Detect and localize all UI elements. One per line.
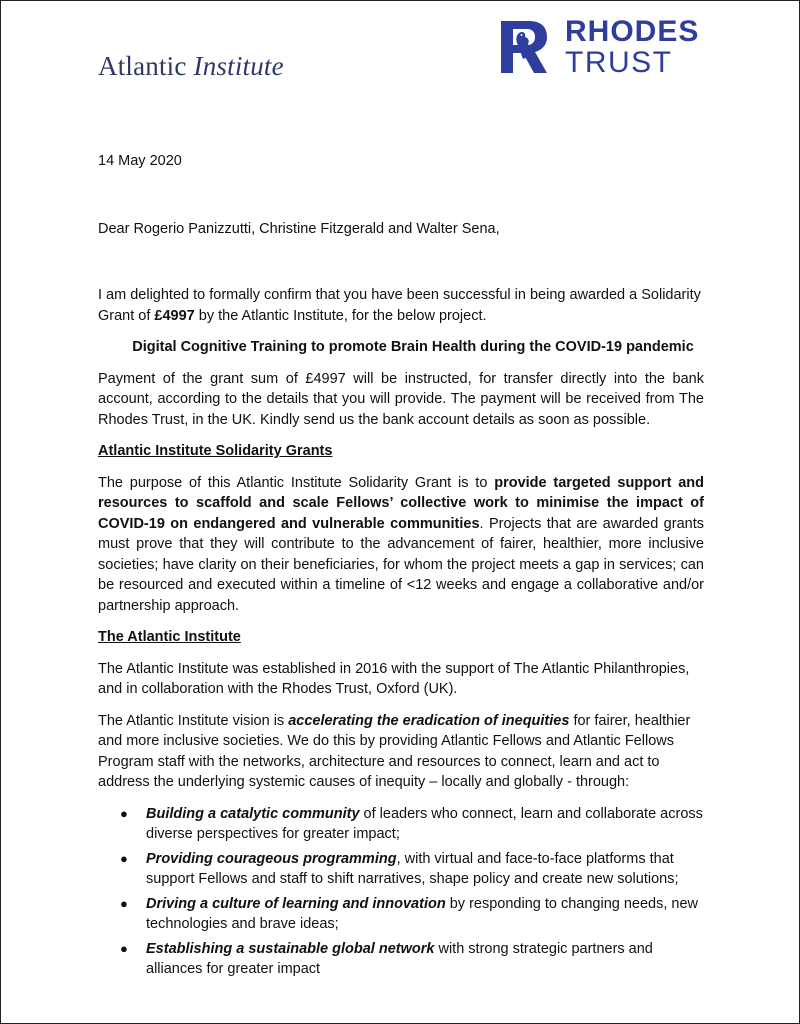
list-item: [98, 894, 704, 935]
award-amount: £4997: [154, 307, 195, 324]
bullet-rest: of leaders who connect, learn and collaborate across diverse perspectives for greater impact;: [146, 805, 703, 842]
bullet-icon: ●: [120, 895, 128, 911]
established-paragraph: The Atlantic Institute was established in 2016 with the support of The Atlantic Philanthropies, and in collaboration with the Rhodes Trust, Oxford (UK).: [98, 660, 690, 697]
purpose-bold: provide targeted support and resources to scaffold and scale Fellows’ collective work to minimise the impact of COVID-19 on endangered and vulnerable communities: [98, 474, 704, 532]
bullet-rest: , with virtual and face-to-face platforms that support Fellows and staff to shift narratives, shape policy and create new solutions;: [146, 850, 679, 887]
bullet-rest: by responding to changing needs, new technologies and brave ideas;: [146, 895, 699, 932]
award-text-b: by the Atlantic Institute, for the below project.: [194, 307, 487, 324]
purpose-paragraph: [98, 473, 704, 617]
bullet-lead: Establishing a sustainable global network: [146, 940, 435, 957]
payment-paragraph: Payment of the grant sum of £4997 will be instructed, for transfer directly into the bank account, according to the details that you will provide. The payment will be received from The Rhodes Trust, in the UK. Kindly send us the bank account details as soon as possible.: [98, 370, 704, 428]
bullet-icon: ●: [120, 850, 128, 866]
purpose-text-a: The purpose of this Atlantic Institute Solidarity Grant is to: [98, 474, 495, 491]
award-paragraph: [98, 285, 704, 326]
vision-emphasis: accelerating the eradication of inequities: [288, 712, 570, 729]
bullet-icon: ●: [120, 805, 128, 821]
bullet-lead: Driving a culture of learning and innovation: [146, 895, 446, 912]
award-text-a: I am delighted to formally confirm that you have been successful in being awarded a Solidarity Grant of: [98, 287, 701, 324]
rhodes-trust-logo: [499, 15, 709, 79]
brand-italic: Institute: [193, 51, 284, 81]
bullet-icon: ●: [120, 940, 128, 956]
vision-text-a: The Atlantic Institute vision is: [98, 712, 289, 729]
logo-line-trust: TRUST: [565, 46, 673, 79]
heading-solidarity-grants: Atlantic Institute Solidarity Grants: [98, 443, 333, 459]
brand-regular: Atlantic: [98, 51, 194, 81]
vision-text-b: for fairer, healthier and more inclusive societies. We do this by providing Atlantic Fellows and Atlantic Fellows Program staff with the networks, architecture and resources to connect, learn and act to address the underlying systemic causes of inequity – locally and globally - through:: [98, 712, 691, 790]
vision-bullet-list: [98, 804, 704, 980]
vision-paragraph: [98, 711, 704, 793]
rhodes-r-eagle-icon: [499, 19, 549, 75]
atlantic-institute-wordmark: [98, 51, 284, 82]
bullet-lead: Building a catalytic community: [146, 805, 360, 822]
list-item: [98, 804, 704, 845]
heading-atlantic-institute: The Atlantic Institute: [98, 629, 241, 645]
logo-line-rhodes: RHODES: [565, 15, 700, 48]
letter-date: 14 May 2020: [98, 153, 182, 169]
bullet-rest: with strong strategic partners and alliances for greater impact: [146, 940, 653, 977]
purpose-text-b: . Projects that are awarded grants must prove that they will contribute to the advancement of fairer, healthier, more inclusive societies; have clarity on their beneficiaries, for whom the project meets a gap in services; can be resourced and executed within a timeline of <12 weeks and engage a collaborative and/or partnership approach.: [98, 515, 704, 614]
list-item: [98, 939, 704, 980]
project-title: Digital Cognitive Training to promote Brain Health during the COVID-19 pandemic: [132, 339, 694, 355]
letter-body: [98, 285, 704, 984]
bullet-lead: Providing courageous programming: [146, 850, 397, 867]
list-item: [98, 849, 704, 890]
salutation: Dear Rogerio Panizzutti, Christine Fitzgerald and Walter Sena,: [98, 221, 500, 237]
rhodes-trust-wordmark: [565, 17, 699, 78]
